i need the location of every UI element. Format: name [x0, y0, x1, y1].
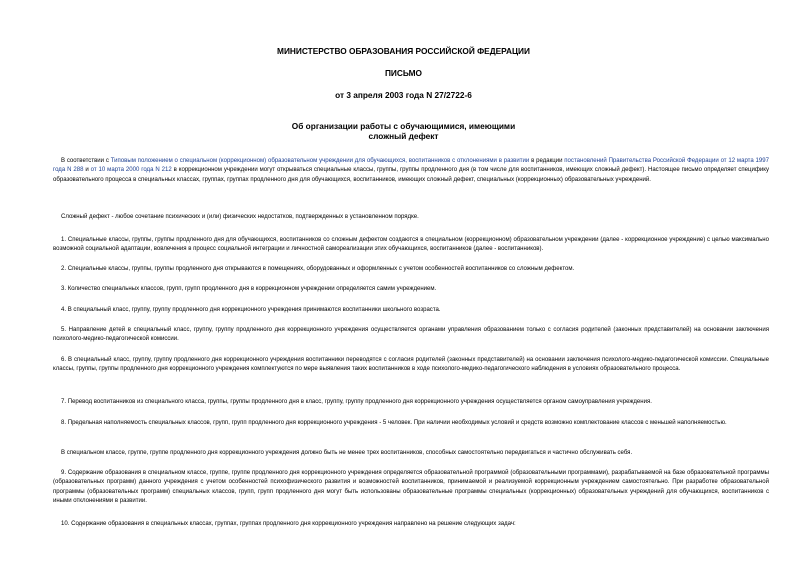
paragraph-text: 10. Содержание образования в специальных классах, группах, группах продленного дня коррекционного учреждения направлено на решение следующих задач:	[61, 521, 516, 527]
intro-text-c: и	[83, 167, 91, 174]
paragraph-text: 6. В специальный класс, группу, группу продленного дня коррекционного учреждения воспитанники переводятся с согласия родителей (законных представителей) на основании заключения психолого-медико-педагогической комиссии. Специальные классы, группы, группы продленного дня коррекционного учреждения комплектуются по мере выявления таких воспитанников в ходе психолого-медико-педагогического наблюдения в условиях образовательного процесса.	[53, 357, 769, 373]
paragraph-text: 3. Количество специальных классов, групп, групп продленного дня в коррекционном учреждении определяется самим учреждением.	[61, 286, 437, 292]
document-type-heading: ПИСЬМО	[384, 68, 423, 78]
paragraph-text: В специальном классе, группе, группе продленного дня коррекционного учреждения должно быть не менее трех воспитанников, способных самостоятельно передвигаться и частично обслуживать себя.	[61, 450, 633, 456]
intro-text-b: в редакции	[529, 158, 565, 164]
paragraph-item-9	[53, 469, 769, 507]
paragraph-item-1	[53, 236, 769, 255]
paragraph-text: 9. Содержание образования в специальном классе, группе, группе продленного дня коррекционного учреждения определяется образовательной программой (образовательными программами), разрабатываемой на базе образовательной программы (образовательных программ) данного учреждения с учетом особенностей психофизического развития и возможностей воспитанников, принимаемой и реализуемой коррекционным учреждением самостоятельно. При разработке образовательной программы (образовательных программ) специальных классов, групп, групп продленного дня могут быть использованы образовательные программы специальных (коррекционных) образовательных учреждений для обучающихся, воспитанников с иными отклонениями в развитии.	[53, 470, 769, 505]
intro-text-a: В соответствии с	[61, 158, 111, 164]
paragraph-text: 2. Специальные классы, группы, группы продленного дня открываются в помещениях, оборудованных и оформленных с учетом особенностей воспитанников со сложным дефектом.	[61, 266, 575, 272]
paragraph-text: Сложный дефект - любое сочетание психических и (или) физических недостатков, подтвержденных в установленном порядке.	[61, 214, 419, 220]
link-government-decree-212[interactable]: от 10 марта 2000 года N 212	[90, 167, 172, 174]
paragraph-item-4	[53, 306, 769, 315]
document-title-line1: Об организации работы с обучающимися, имеющими	[291, 121, 516, 131]
paragraph-item-2	[53, 265, 769, 274]
paragraph-complex-defect-definition	[53, 213, 769, 222]
intro-text-d: в коррекционном учреждении могут открываться специальные классы, группы, группы продленного дня (в том числе для воспитанников, имеющих сложный дефект). Настоящее письмо определяет специфику образовательного процесса в специальных классах, группах, группах продленного дня для обучающихся, воспитанников, имеющих сложный дефект, специальных (коррекционных) образовательных учреждений.	[53, 167, 769, 183]
paragraph-text: 4. В специальный класс, группу, группу продленного дня коррекционного учреждения принимаются воспитанники школьного возраста.	[61, 307, 441, 313]
ministry-heading: МИНИСТЕРСТВО ОБРАЗОВАНИЯ РОССИЙСКОЙ ФЕДЕРАЦИИ	[277, 46, 530, 56]
link-government-decree-288[interactable]: постановлений Правительства Российской Федерации от 12 марта 1997 года N 288	[53, 158, 769, 174]
paragraph-intro	[53, 157, 769, 185]
paragraph-item-8	[53, 419, 769, 428]
paragraph-item-7	[53, 398, 769, 407]
paragraph-item-3	[53, 285, 769, 294]
date-number-heading: от 3 апреля 2003 года N 27/2722-6	[335, 90, 472, 100]
paragraph-item-5	[53, 326, 769, 345]
paragraph-text: 8. Предельная наполняемость специальных классов, групп, групп продленного дня коррекционного учреждения - 5 человек. При наличии необходимых условий и средств возможно комплектование классов с меньшей наполняемостью.	[61, 420, 727, 426]
paragraph-text: 1. Специальные классы, группы, группы продленного дня для обучающихся, воспитанников со сложным дефектом создаются в специальном (коррекционном) образовательном учреждении (далее - коррекционное учреждение) с целью максимально возможной социальной адаптации, вовлечения в процесс социальной интеграции и личностной самореализации этих обучающихся, воспитанников (далее - воспитанников).	[53, 237, 769, 253]
paragraph-text: 5. Направление детей в специальный класс, группу, группу продленного дня коррекционного учреждения осуществляется органами управления образованием только с согласия родителей (законных представителей) на основании заключения психолого-медико-педагогической комиссии.	[53, 327, 769, 343]
paragraph-item-10	[53, 520, 769, 529]
paragraph-item-6	[53, 356, 769, 375]
paragraph-min-pupils	[53, 449, 769, 458]
paragraph-text: 7. Перевод воспитанников из специального класса, группы, группы продленного дня в класс, группу, группу продленного дня коррекционного учреждения осуществляется органом самоуправления учреждения.	[61, 399, 652, 405]
document-title-line2: сложный дефект	[368, 131, 439, 141]
link-typical-regulation[interactable]: Типовым положением о специальном (коррекционном) образовательном учреждении для обучающихся, воспитанников с отклонениями в развитии	[110, 158, 530, 164]
